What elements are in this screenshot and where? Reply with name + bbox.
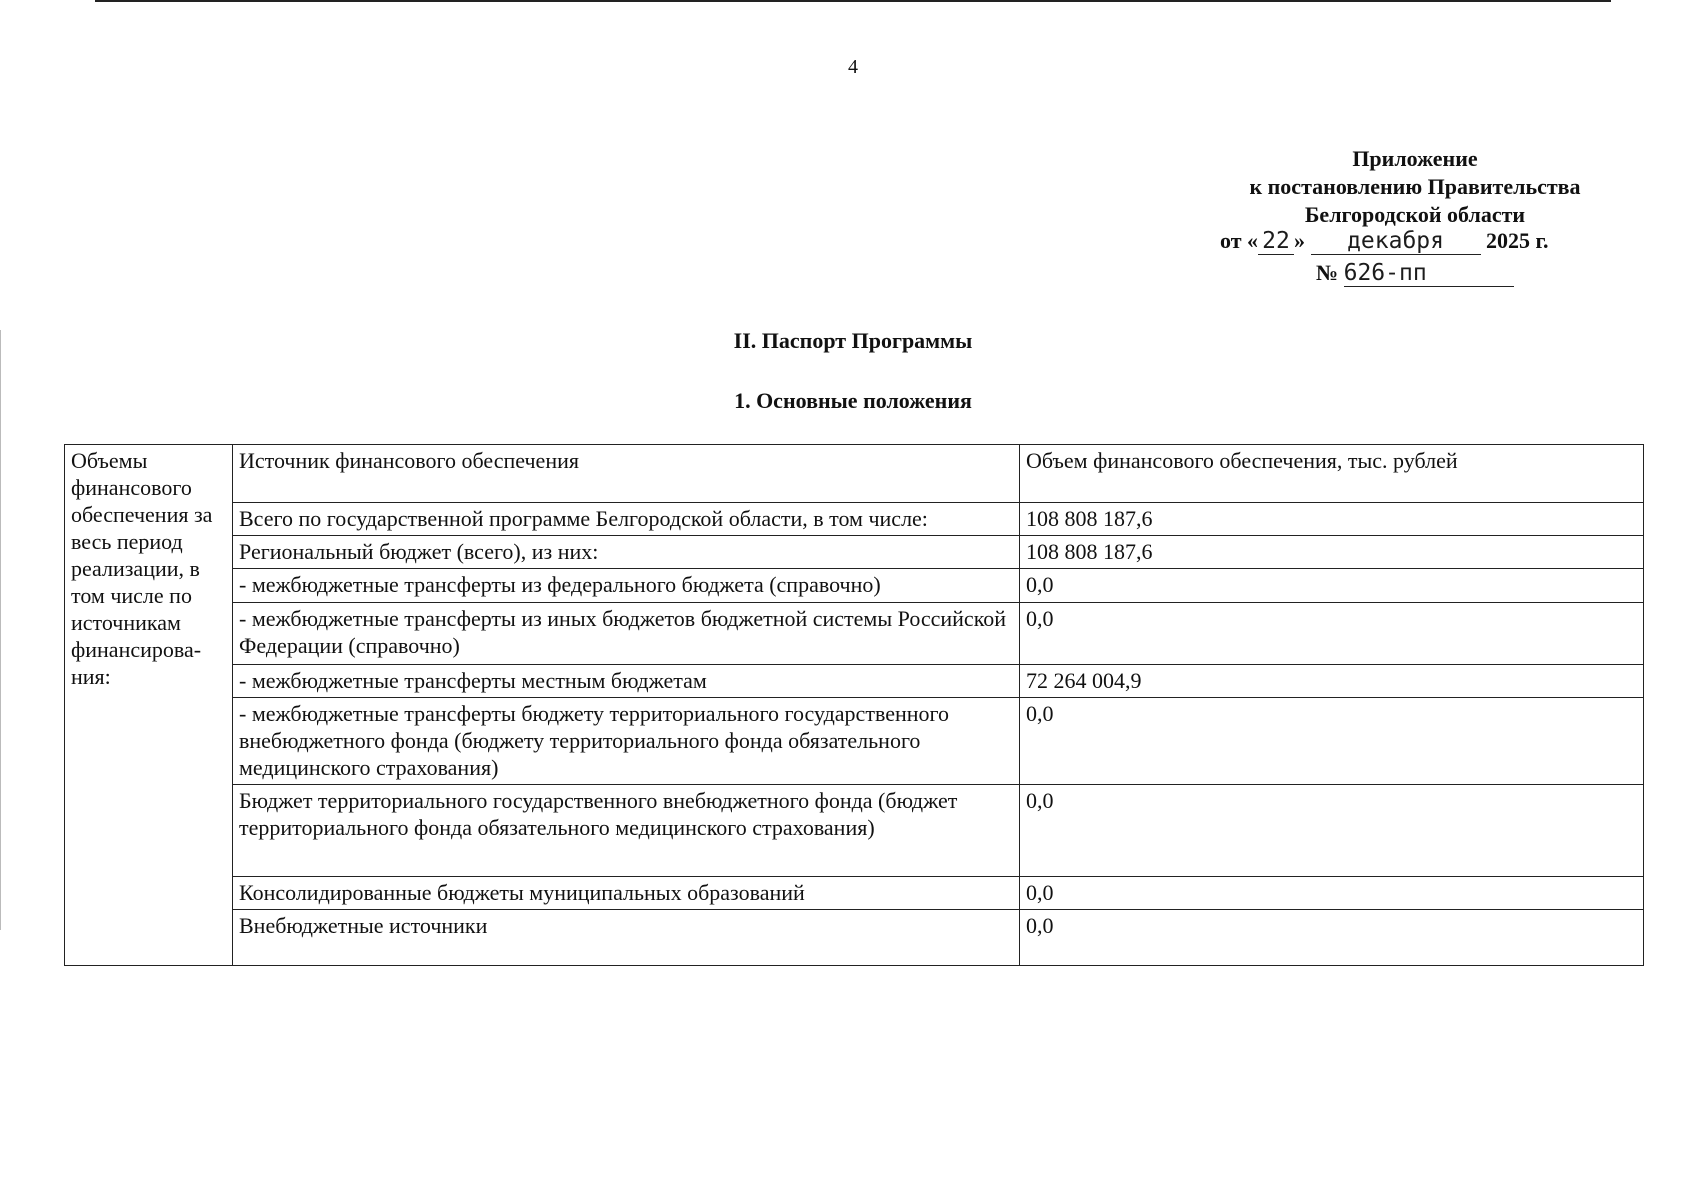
section-title: II. Паспорт Программы: [733, 328, 973, 353]
page-number: 4: [848, 56, 858, 78]
source-cell: Консолидированные бюджеты муниципальных образований: [233, 877, 1020, 910]
table-row: [65, 665, 1644, 698]
number-prefix: №: [1316, 260, 1339, 285]
source-cell: Бюджет территориального государственного внебюджетного фонда (бюджет территориального фонда обязательного медицинского страхования): [233, 785, 1020, 877]
source-cell: - межбюджетные трансферты из федерального бюджета (справочно): [233, 569, 1020, 603]
source-cell: Всего по государственной программе Белгородской области, в том числе:: [233, 503, 1020, 536]
table-header-row: [65, 445, 1644, 503]
table-row: [65, 603, 1644, 665]
source-cell: - межбюджетные трансферты бюджету территориального государственного внебюджетного фонда (бюджету территориального фонда обязательного медицинского страхования): [233, 698, 1020, 785]
value-cell: 0,0: [1020, 910, 1644, 966]
number-value: 626-пп: [1344, 260, 1514, 287]
financing-table: [64, 444, 1644, 966]
appendix-title: Приложение: [1352, 146, 1478, 171]
table-row: [65, 503, 1644, 536]
scan-top-edge: [95, 0, 1611, 2]
appendix-header: [1180, 145, 1650, 229]
table-row: [65, 698, 1644, 785]
value-cell: 0,0: [1020, 603, 1644, 665]
table-row: [65, 569, 1644, 603]
appendix-date-line: [1220, 228, 1549, 255]
table-row: [65, 877, 1644, 910]
date-year: 2025 г.: [1486, 228, 1549, 253]
appendix-number-line: [1316, 260, 1514, 287]
value-column-header: Объем финансового обеспечения, тыс. рублей: [1020, 445, 1644, 503]
value-cell: 72 264 004,9: [1020, 665, 1644, 698]
date-mid: »: [1294, 228, 1306, 253]
table-row: [65, 785, 1644, 877]
value-cell: 108 808 187,6: [1020, 536, 1644, 569]
scan-left-edge: [0, 330, 1, 930]
subsection-title: 1. Основные положения: [734, 388, 972, 413]
source-cell: - межбюджетные трансферты из иных бюджетов бюджетной системы Российской Федерации (справочно): [233, 603, 1020, 665]
date-month: декабря: [1311, 228, 1481, 255]
appendix-resolution-line: к постановлению Правительства: [1249, 174, 1581, 199]
date-prefix: от «: [1220, 228, 1259, 253]
table-row: [65, 536, 1644, 569]
source-column-header: Источник финансового обеспечения: [233, 445, 1020, 503]
table-row: [65, 910, 1644, 966]
row-header-cell: Объемы финансового обеспечения за весь период реализации, в том числе по источникам финансирова-ния:: [65, 445, 233, 966]
source-cell: Региональный бюджет (всего), из них:: [233, 536, 1020, 569]
value-cell: 108 808 187,6: [1020, 503, 1644, 536]
value-cell: 0,0: [1020, 877, 1644, 910]
source-cell: - межбюджетные трансферты местным бюджетам: [233, 665, 1020, 698]
value-cell: 0,0: [1020, 569, 1644, 603]
appendix-region-line: Белгородской области: [1304, 202, 1526, 227]
value-cell: 0,0: [1020, 698, 1644, 785]
date-day: 22: [1258, 228, 1294, 255]
source-cell: Внебюджетные источники: [233, 910, 1020, 966]
value-cell: 0,0: [1020, 785, 1644, 877]
